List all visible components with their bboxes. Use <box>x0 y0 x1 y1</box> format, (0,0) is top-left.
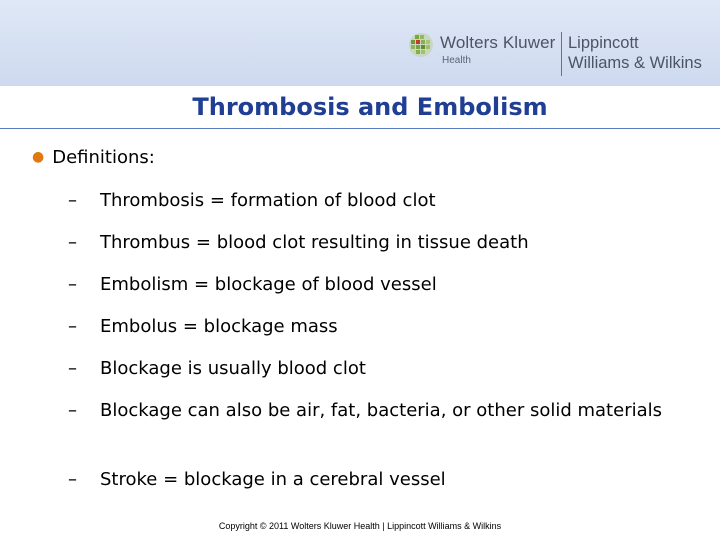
logo-divider <box>561 32 562 76</box>
publisher-logo <box>408 30 718 80</box>
list-item-text: Thrombosis = formation of blood clot <box>100 190 436 211</box>
bullet-definitions <box>32 147 155 170</box>
wolters-kluwer-logo-icon <box>408 32 434 58</box>
dash-marker: – <box>68 232 77 253</box>
header-divider <box>0 86 720 89</box>
logo-company-name: Wolters Kluwer <box>440 33 556 52</box>
list-item-text: Blockage is usually blood clot <box>100 358 366 379</box>
bullet-label: Definitions: <box>52 147 155 168</box>
list-item-text: Embolism = blockage of blood vessel <box>100 274 437 295</box>
logo-partner-line-1: Lippincott <box>568 34 639 52</box>
list-item-text: Thrombus = blood clot resulting in tissue death <box>100 232 529 253</box>
slide-title: Thrombosis and Embolism <box>192 93 548 121</box>
dash-marker: – <box>68 190 77 211</box>
title-underline <box>0 128 720 129</box>
dash-marker: – <box>68 358 77 379</box>
copyright-footer: Copyright © 2011 Wolters Kluwer Health | Lippincott Williams & Wilkins <box>218 521 502 531</box>
logo-partner-line-2: Williams & Wilkins <box>568 54 702 72</box>
list-item-text: Stroke = blockage in a cerebral vessel <box>100 469 446 490</box>
bullet-dot-icon: ● <box>32 149 45 165</box>
dash-marker: – <box>68 274 77 295</box>
logo-partner-name <box>568 33 702 73</box>
logo-health-label: Health <box>442 55 471 66</box>
dash-marker: – <box>68 469 77 490</box>
dash-marker: – <box>68 400 77 421</box>
dash-marker: – <box>68 316 77 337</box>
list-item-text: Embolus = blockage mass <box>100 316 338 337</box>
list-item-text: Blockage can also be air, fat, bacteria, or other solid materials <box>100 400 662 421</box>
